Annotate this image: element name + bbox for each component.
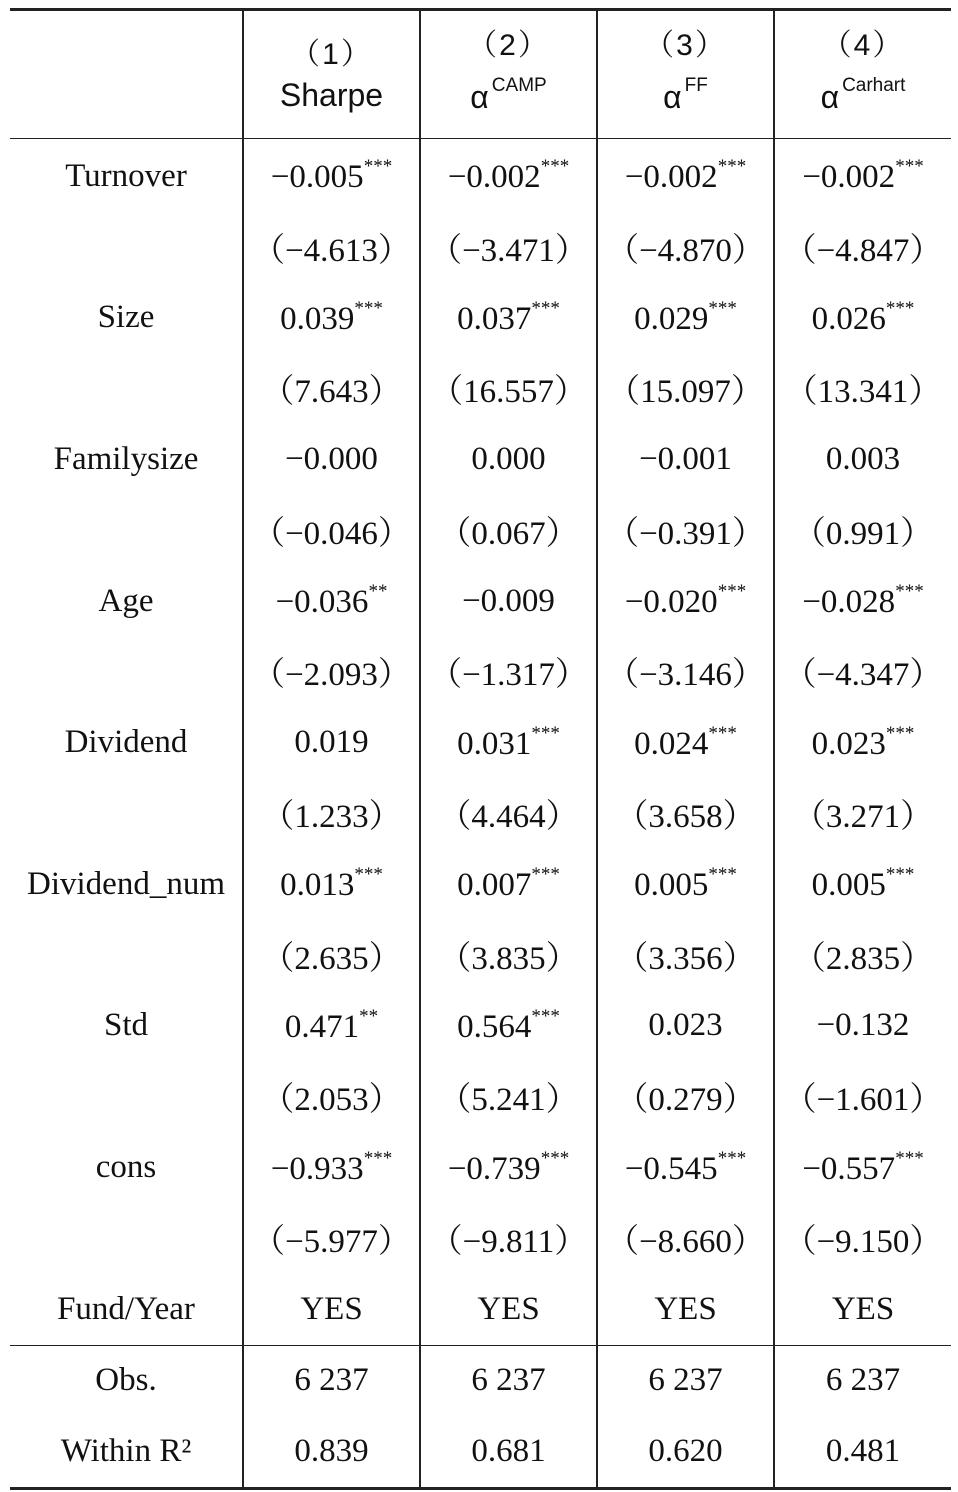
cell-value: YES xyxy=(654,1290,717,1327)
cell-value: （−3.471） xyxy=(429,232,588,269)
cell-value: 0.023 xyxy=(648,1007,723,1044)
cell-value: （15.097） xyxy=(607,374,764,411)
coefficient-row xyxy=(10,707,951,778)
stat-label: Obs. xyxy=(10,1345,243,1416)
t-stat-cell xyxy=(243,778,420,849)
cell-value: 0.039 xyxy=(280,300,355,337)
significance-stars: *** xyxy=(895,156,924,178)
cell-value: （−2.093） xyxy=(252,657,411,694)
cell-value: −0.009 xyxy=(462,582,555,619)
cell-value: （−4.613） xyxy=(252,232,411,269)
stat-cell: 6 237 xyxy=(420,1345,597,1416)
coefficient-cell xyxy=(774,849,951,920)
t-stat-row xyxy=(10,353,951,424)
cell-value: YES xyxy=(831,1290,895,1327)
t-stat-cell xyxy=(243,1203,420,1274)
t-stat-cell xyxy=(597,1203,774,1274)
cell-value: 0.024 xyxy=(634,725,709,762)
coefficient-cell xyxy=(243,707,420,778)
t-stat-row xyxy=(10,920,951,991)
significance-stars: *** xyxy=(354,864,383,886)
t-stat-cell xyxy=(420,353,597,424)
coefficient-cell xyxy=(420,283,597,354)
cell-value: −0.002 xyxy=(624,159,718,196)
t-stat-cell xyxy=(597,778,774,849)
cell-value: （−0.391） xyxy=(606,515,765,552)
coefficient-cell xyxy=(420,1274,597,1345)
stat-label: Within R² xyxy=(10,1416,243,1488)
t-stat-cell xyxy=(774,1061,951,1132)
t-stat-cell xyxy=(774,212,951,283)
coefficient-cell xyxy=(243,849,420,920)
header-col-number: （3） xyxy=(644,28,727,62)
coefficient-cell xyxy=(243,1132,420,1203)
cell-value: 0.003 xyxy=(825,441,901,478)
significance-stars: *** xyxy=(717,581,747,603)
cell-value: （3.356） xyxy=(615,940,756,977)
t-stat-row xyxy=(10,495,951,566)
cell-value: （3.271） xyxy=(792,799,934,836)
t-stat-cell xyxy=(420,1203,597,1274)
significance-stars: *** xyxy=(708,864,737,886)
table-stats xyxy=(10,1345,951,1489)
header-col-number: （2） xyxy=(467,28,550,62)
regression-table xyxy=(10,8,951,1490)
t-stat-cell xyxy=(420,1061,597,1132)
row-label xyxy=(10,778,243,849)
cell-value: YES xyxy=(300,1290,363,1327)
cell-value: （−3.146） xyxy=(606,657,765,694)
cell-value: （2.053） xyxy=(261,1082,402,1119)
cell-value: （2.635） xyxy=(261,940,402,977)
coefficient-cell xyxy=(597,707,774,778)
row-label xyxy=(10,495,243,566)
row-label xyxy=(10,1061,243,1132)
significance-stars: *** xyxy=(885,297,915,319)
row-label: Familysize xyxy=(53,441,199,478)
significance-stars: *** xyxy=(354,297,383,319)
cell-value: 0.005 xyxy=(811,867,886,904)
stat-row xyxy=(10,1416,951,1488)
significance-stars: *** xyxy=(531,722,560,744)
cell-value: （0.991） xyxy=(792,515,934,552)
t-stat-row xyxy=(10,637,951,708)
regression-table-container xyxy=(10,8,951,1490)
t-stat-cell xyxy=(243,353,420,424)
cell-value: （7.643） xyxy=(261,374,402,411)
header-alpha-symbol: α xyxy=(663,78,682,115)
stat-cell: 0.839 xyxy=(243,1416,420,1488)
cell-value: −0.933 xyxy=(270,1150,364,1187)
coefficient-cell xyxy=(243,424,420,495)
coefficient-row xyxy=(10,849,951,920)
t-stat-cell xyxy=(774,778,951,849)
cell-value: −0.020 xyxy=(624,584,718,621)
significance-stars: *** xyxy=(885,722,915,744)
stat-cell: 0.620 xyxy=(597,1416,774,1488)
coefficient-cell xyxy=(774,566,951,637)
coefficient-row xyxy=(10,1132,951,1203)
header-col-number: （1） xyxy=(290,37,373,71)
coefficient-cell xyxy=(420,424,597,495)
row-label xyxy=(10,920,243,991)
cell-value: （16.557） xyxy=(430,374,587,411)
coefficient-row xyxy=(10,566,951,637)
significance-stars: *** xyxy=(540,1147,570,1169)
row-label: Std xyxy=(103,1007,149,1044)
row-label: Fund/Year xyxy=(57,1290,195,1327)
header-col-3 xyxy=(597,10,774,139)
significance-stars: *** xyxy=(895,1147,924,1169)
cell-value: 0.026 xyxy=(811,300,886,337)
significance-stars: *** xyxy=(531,1005,560,1027)
header-col-title: Sharpe xyxy=(279,76,384,113)
row-label xyxy=(10,1203,243,1274)
cell-value: YES xyxy=(477,1290,540,1327)
t-stat-cell xyxy=(597,920,774,991)
t-stat-cell xyxy=(243,495,420,566)
significance-stars: *** xyxy=(540,156,570,178)
coefficient-cell xyxy=(420,566,597,637)
t-stat-cell xyxy=(420,778,597,849)
row-label xyxy=(10,637,243,708)
cell-value: （3.835） xyxy=(438,940,579,977)
t-stat-cell xyxy=(243,1061,420,1132)
row-label: Dividend xyxy=(64,724,188,761)
row-label xyxy=(10,353,243,424)
cell-value: （−0.046） xyxy=(252,515,411,552)
cell-value: （−9.811） xyxy=(429,1223,588,1260)
coefficient-row xyxy=(10,424,951,495)
coefficient-row xyxy=(10,283,951,354)
stat-cell: 0.681 xyxy=(420,1416,597,1488)
cell-value: −0.001 xyxy=(639,441,732,478)
cell-value: 0.471 xyxy=(284,1008,360,1045)
cell-value: 0.013 xyxy=(280,867,355,904)
table-body xyxy=(10,139,951,1346)
row-label: Dividend_num xyxy=(27,865,225,902)
header-alpha-symbol: α xyxy=(470,78,489,115)
cell-value: 0.029 xyxy=(634,300,709,337)
t-stat-cell xyxy=(597,212,774,283)
t-stat-row xyxy=(10,1061,951,1132)
coefficient-cell xyxy=(774,139,951,212)
row-label: Age xyxy=(98,582,154,619)
row-label xyxy=(10,212,243,283)
coefficient-cell xyxy=(420,849,597,920)
cell-value: 0.000 xyxy=(471,441,546,478)
cell-value: −0.739 xyxy=(447,1150,541,1187)
t-stat-row xyxy=(10,778,951,849)
t-stat-cell xyxy=(774,1203,951,1274)
t-stat-cell xyxy=(597,495,774,566)
stat-cell: 6 237 xyxy=(597,1345,774,1416)
row-label: cons xyxy=(95,1149,157,1186)
header-col-number: （4） xyxy=(821,28,905,62)
t-stat-cell xyxy=(774,637,951,708)
stat-cell: 0.481 xyxy=(774,1416,951,1488)
cell-value: （13.341） xyxy=(784,374,942,411)
header-col-2 xyxy=(420,10,597,139)
cell-value: 0.031 xyxy=(457,725,532,762)
row-label: Size xyxy=(97,299,155,336)
cell-value: −0.000 xyxy=(285,441,378,478)
cell-value: −0.002 xyxy=(802,159,896,196)
stat-cell: 6 237 xyxy=(774,1345,951,1416)
header-alpha-superscript: Carhart xyxy=(842,74,906,96)
coefficient-cell xyxy=(774,991,951,1062)
significance-stars: *** xyxy=(717,1147,747,1169)
significance-stars: *** xyxy=(363,1147,393,1169)
t-stat-row xyxy=(10,1203,951,1274)
coefficient-cell xyxy=(597,566,774,637)
t-stat-cell xyxy=(774,353,951,424)
t-stat-cell xyxy=(420,920,597,991)
cell-value: （0.067） xyxy=(438,515,579,552)
coefficient-cell xyxy=(597,991,774,1062)
significance-stars: *** xyxy=(531,864,560,886)
coefficient-cell xyxy=(774,1274,951,1345)
coefficient-row xyxy=(10,991,951,1062)
coefficient-cell xyxy=(774,1132,951,1203)
cell-value: （−9.150） xyxy=(783,1223,943,1260)
coefficient-cell xyxy=(774,424,951,495)
t-stat-cell xyxy=(243,637,420,708)
header-row xyxy=(10,10,951,139)
t-stat-cell xyxy=(420,212,597,283)
cell-value: −0.545 xyxy=(624,1150,718,1187)
t-stat-cell xyxy=(774,495,951,566)
cell-value: −0.005 xyxy=(270,159,364,196)
cell-value: −0.132 xyxy=(816,1007,910,1044)
significance-stars: *** xyxy=(708,297,737,319)
cell-value: （−5.977） xyxy=(252,1223,411,1260)
cell-value: （−1.317） xyxy=(429,657,588,694)
cell-value: −0.028 xyxy=(802,584,896,621)
t-stat-cell xyxy=(243,920,420,991)
coefficient-cell xyxy=(774,707,951,778)
significance-stars: *** xyxy=(363,156,393,178)
cell-value: 0.023 xyxy=(811,725,886,762)
cell-value: 0.037 xyxy=(457,300,532,337)
t-stat-row xyxy=(10,212,951,283)
coefficient-cell xyxy=(243,283,420,354)
t-stat-cell xyxy=(597,637,774,708)
significance-stars: *** xyxy=(717,156,747,178)
cell-value: （−1.601） xyxy=(783,1082,943,1119)
coefficient-row xyxy=(10,139,951,212)
cell-value: 0.564 xyxy=(457,1008,532,1045)
header-col-1 xyxy=(243,10,420,139)
cell-value: （−4.870） xyxy=(606,232,765,269)
coefficient-cell xyxy=(597,1132,774,1203)
cell-value: −0.557 xyxy=(802,1150,896,1187)
coefficient-cell xyxy=(597,849,774,920)
table-header xyxy=(10,10,951,139)
cell-value: （0.279） xyxy=(615,1082,756,1119)
cell-value: （5.241） xyxy=(438,1082,579,1119)
coefficient-cell xyxy=(597,424,774,495)
coefficient-cell xyxy=(420,1132,597,1203)
coefficient-cell xyxy=(597,1274,774,1345)
header-alpha-symbol: α xyxy=(820,78,840,115)
coefficient-cell xyxy=(243,139,420,212)
significance-stars: *** xyxy=(885,864,915,886)
cell-value: （2.835） xyxy=(792,940,934,977)
fixed-effects-row xyxy=(10,1274,951,1345)
significance-stars: *** xyxy=(895,581,924,603)
coefficient-cell xyxy=(420,991,597,1062)
t-stat-cell xyxy=(243,212,420,283)
cell-value: （1.233） xyxy=(261,799,402,836)
significance-stars: *** xyxy=(531,297,560,319)
cell-value: 0.019 xyxy=(294,724,369,761)
cell-value: （−4.847） xyxy=(783,232,943,269)
header-col-4 xyxy=(774,10,951,139)
cell-value: −0.036 xyxy=(275,584,369,621)
cell-value: （3.658） xyxy=(615,799,756,836)
coefficient-cell xyxy=(420,707,597,778)
stat-cell: 6 237 xyxy=(243,1345,420,1416)
t-stat-cell xyxy=(597,353,774,424)
cell-value: （4.464） xyxy=(438,799,579,836)
coefficient-cell xyxy=(420,139,597,212)
t-stat-cell xyxy=(597,1061,774,1132)
row-label: Turnover xyxy=(65,157,187,194)
cell-value: −0.002 xyxy=(447,159,541,196)
significance-stars: ** xyxy=(359,1005,379,1027)
cell-value: 0.007 xyxy=(457,867,532,904)
stat-row xyxy=(10,1345,951,1416)
cell-value: 0.005 xyxy=(634,867,709,904)
significance-stars: ** xyxy=(368,581,388,603)
coefficient-cell xyxy=(243,566,420,637)
cell-value: （−8.660） xyxy=(606,1223,765,1260)
t-stat-cell xyxy=(420,495,597,566)
coefficient-cell xyxy=(774,283,951,354)
header-corner xyxy=(10,10,243,139)
header-alpha-superscript: FF xyxy=(684,74,708,96)
coefficient-cell xyxy=(243,1274,420,1345)
coefficient-cell xyxy=(597,139,774,212)
t-stat-cell xyxy=(420,637,597,708)
coefficient-cell xyxy=(597,283,774,354)
coefficient-cell xyxy=(243,991,420,1062)
header-alpha-superscript: CAMP xyxy=(491,74,547,96)
cell-value: （−4.347） xyxy=(783,657,943,694)
t-stat-cell xyxy=(774,920,951,991)
significance-stars: *** xyxy=(708,722,737,744)
